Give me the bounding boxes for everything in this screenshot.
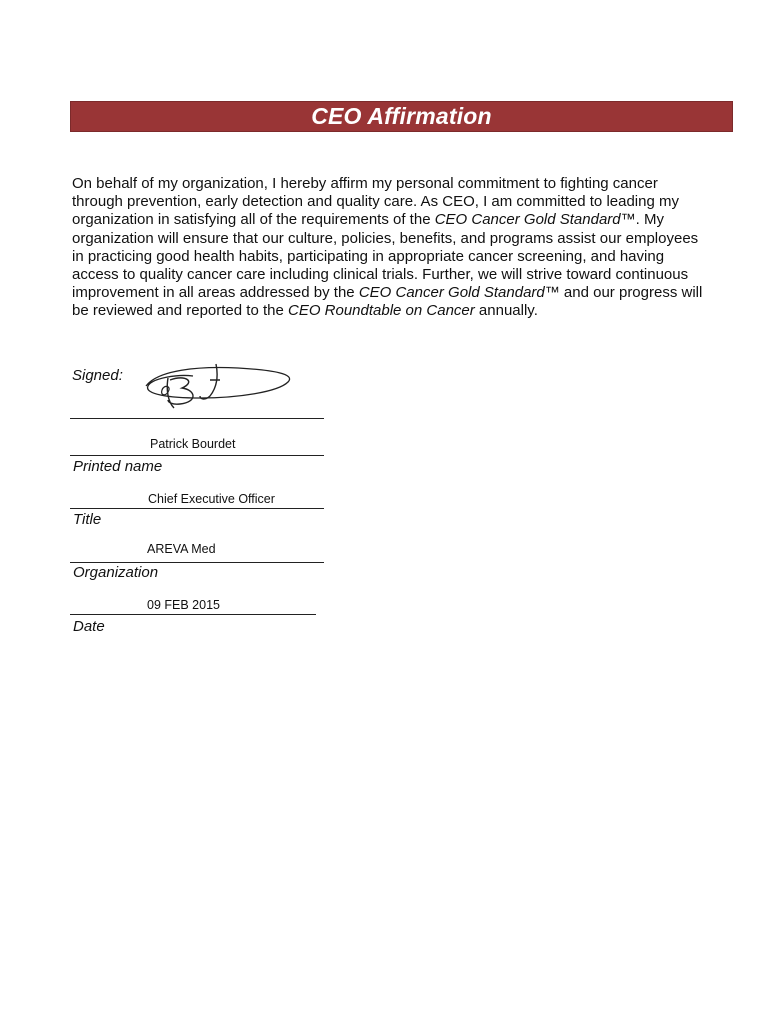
printed-name-value: Patrick Bourdet (150, 437, 236, 451)
printed-name-label: Printed name (73, 458, 163, 475)
organization-value: AREVA Med (147, 542, 216, 556)
roundtable-emphasis: CEO Roundtable on Cancer (287, 302, 475, 320)
date-label: Date (73, 618, 105, 635)
affirmation-paragraph (72, 175, 712, 321)
page-title: CEO Affirmation (311, 103, 492, 129)
date-value: 09 FEB 2015 (147, 598, 220, 612)
paragraph-text-2: ™. My organization will ensure that our culture, policies, benefits, and programs assist our employees in practicing good health habits, participating in appropriate cancer screening, and having access to quality cancer care including clinical trials. Further, we will strive toward continuous improvement in all areas addressed by the (72, 211, 699, 302)
date-line (70, 614, 316, 615)
printed-name-line (70, 455, 324, 456)
paragraph-text-3: ™ and our progress will be reviewed and reported to the (72, 284, 703, 320)
organization-label: Organization (73, 564, 159, 581)
header-banner (70, 101, 733, 132)
organization-line (70, 562, 324, 563)
gold-standard-emphasis-2: CEO Cancer Gold Standard (358, 284, 545, 302)
signed-label: Signed: (72, 367, 123, 384)
handwritten-signature (138, 356, 298, 416)
signature-line (70, 418, 324, 419)
gold-standard-emphasis-1: CEO Cancer Gold Standard (434, 211, 621, 229)
title-line (70, 508, 324, 509)
title-label: Title (73, 511, 102, 528)
paragraph-text-4: annually. (474, 302, 538, 320)
title-value: Chief Executive Officer (148, 492, 275, 506)
paragraph-text-1: On behalf of my organization, I hereby affirm my personal commitment to fighting cancer through prevention, early detection and quality care. As CEO, I am committed to leading my organization in satisfying all of the requirements of the (72, 175, 679, 229)
